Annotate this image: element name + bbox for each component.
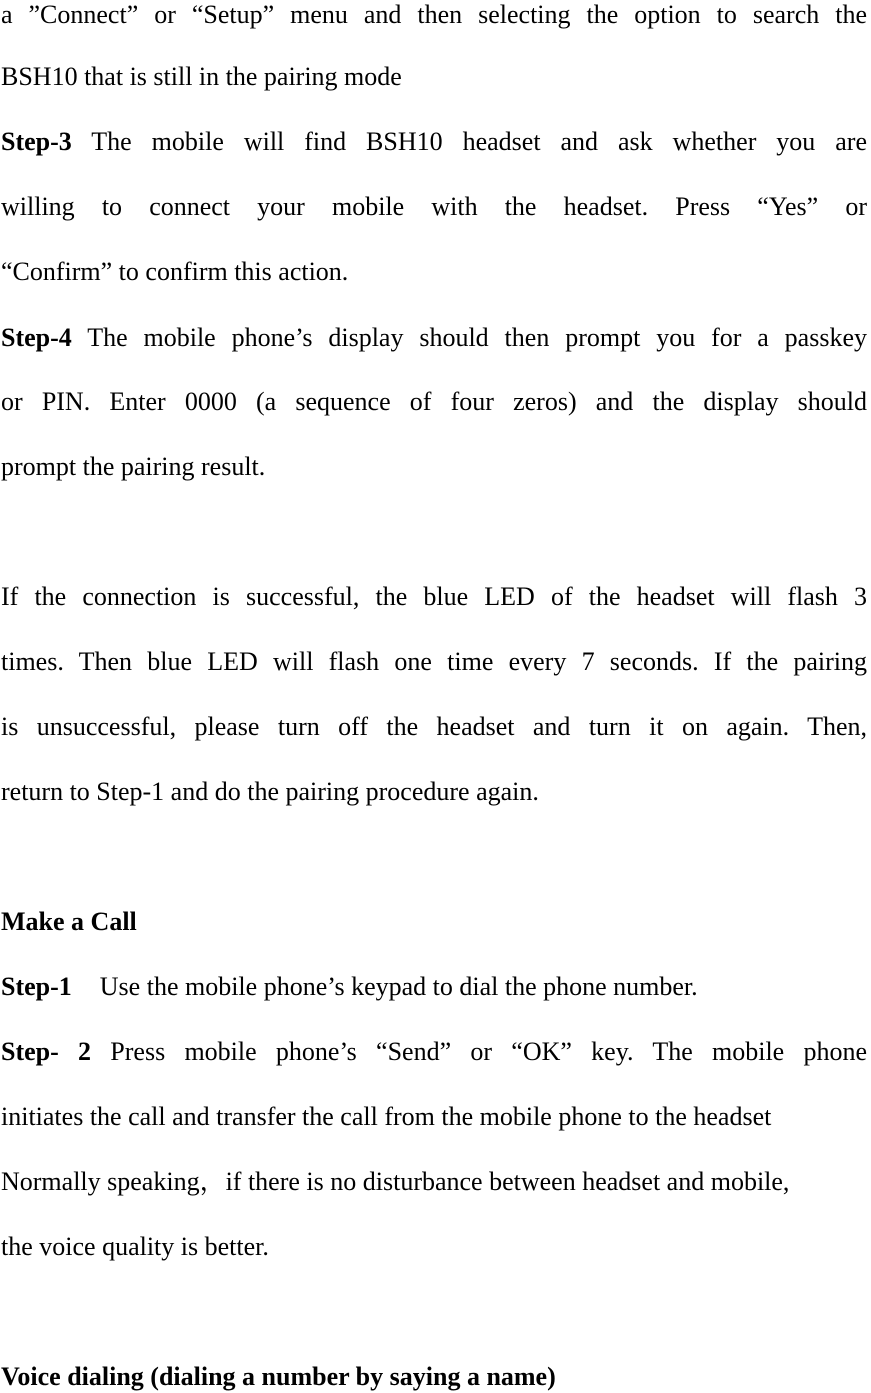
call-step-2-line-1 [1, 1037, 867, 1067]
call-step-1-label: Step-1 [1, 972, 72, 1001]
call-step-2-label: Step- 2 [1, 1037, 92, 1066]
step-3-line-3: “Confirm” to confirm this action. [1, 257, 349, 286]
step-4-text: The mobile phone’s display should then prompt you for a passkey [87, 323, 867, 352]
step-3-text: The mobile will find BSH10 headset and ask whether you are [91, 127, 868, 156]
result-line-3: is unsuccessful, please turn off the headset and turn it on again. Then, [1, 712, 867, 741]
step-3-line-1 [1, 127, 867, 157]
call-note-line-1: Normally speaking，if there is no disturbance between headset and mobile, [1, 1167, 790, 1196]
result-line-4: return to Step-1 and do the pairing procedure again. [1, 777, 539, 806]
result-line-2: times. Then blue LED will flash one time every 7 seconds. If the pairing [1, 647, 867, 676]
voice-dialing-heading: Voice dialing (dialing a number by saying a name) [1, 1362, 556, 1391]
step-3-label: Step-3 [1, 127, 72, 156]
call-note-line-2: the voice quality is better. [1, 1232, 269, 1261]
call-step-1-line [1, 972, 867, 1002]
step-4-line-1 [1, 323, 867, 353]
call-step-2-text: Press mobile phone’s “Send” or “OK” key. The mobile phone [110, 1037, 867, 1066]
call-step-1-text: Use the mobile phone’s keypad to dial the phone number. [99, 972, 698, 1001]
text-line: a ”Connect” or “Setup” menu and then selecting the option to search the [1, 0, 867, 29]
make-call-heading: Make a Call [1, 907, 137, 936]
result-line-1: If the connection is successful, the blue LED of the headset will flash 3 [1, 582, 867, 611]
step-4-line-2: or PIN. Enter 0000 (a sequence of four zeros) and the display should [1, 387, 867, 416]
call-step-2-line-2: initiates the call and transfer the call from the mobile phone to the headset [1, 1102, 772, 1131]
step-4-line-3: prompt the pairing result. [1, 452, 266, 481]
step-3-line-2: willing to connect your mobile with the headset. Press “Yes” or [1, 192, 867, 221]
step-4-label: Step-4 [1, 323, 72, 352]
text-line: BSH10 that is still in the pairing mode [1, 62, 402, 91]
